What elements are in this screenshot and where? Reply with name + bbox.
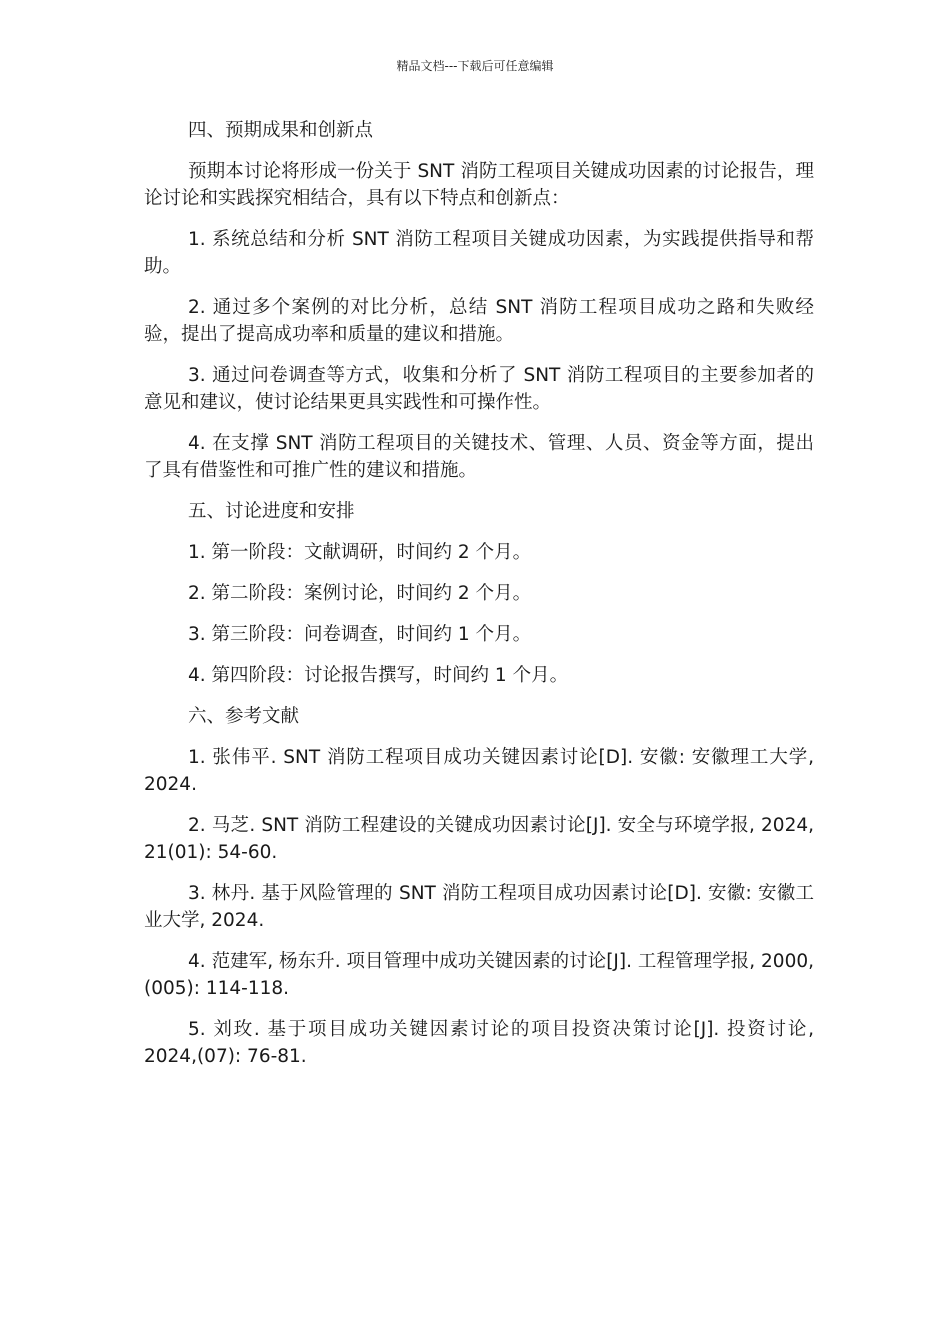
- innovation-item-2: 2. 通过多个案例的对比分析，总结 SNT 消防工程项目成功之路和失败经验，提出了提高成功率和质量的建议和措施。: [144, 297, 814, 345]
- innovation-item-4: 4. 在支撑 SNT 消防工程项目的关键技术、管理、人员、资金等方面，提出了具有借鉴性和可推广性的建议和措施。: [144, 433, 814, 481]
- schedule-item-1: 1. 第一阶段：文献调研，时间约 2 个月。: [188, 542, 532, 563]
- paragraph-outcomes-intro: 预期本讨论将形成一份关于 SNT 消防工程项目关键成功因素的讨论报告，理论讨论和实践探究相结合，具有以下特点和创新点：: [144, 161, 814, 209]
- innovation-item-1: 1. 系统总结和分析 SNT 消防工程项目关键成功因素，为实践提供指导和帮助。: [144, 229, 814, 277]
- schedule-item-4: 4. 第四阶段：讨论报告撰写，时间约 1 个月。: [188, 665, 569, 686]
- section-heading-references: 六、参考文献: [188, 706, 300, 727]
- reference-item-2: 2. 马芝. SNT 消防工程建设的关键成功因素讨论[J]. 安全与环境学报, 2024, 21(01): 54-60.: [144, 815, 814, 863]
- innovation-item-3: 3. 通过问卷调查等方式，收集和分析了 SNT 消防工程项目的主要参加者的意见和建议，使讨论结果更具实践性和可操作性。: [144, 365, 814, 413]
- schedule-item-2: 2. 第二阶段：案例讨论，时间约 2 个月。: [188, 583, 532, 604]
- reference-item-1: 1. 张伟平. SNT 消防工程项目成功关键因素讨论[D]. 安徽: 安徽理工大学, 2024.: [144, 747, 814, 795]
- section-heading-schedule: 五、讨论进度和安排: [188, 501, 355, 522]
- schedule-item-3: 3. 第三阶段：问卷调查，时间约 1 个月。: [188, 624, 532, 645]
- page-header: 精品文档---下载后可任意编辑: [396, 59, 554, 73]
- reference-item-4: 4. 范建军, 杨东升. 项目管理中成功关键因素的讨论[J]. 工程管理学报, 2000,(005): 114-118.: [144, 951, 814, 999]
- reference-item-5: 5. 刘玫. 基于项目成功关键因素讨论的项目投资决策讨论[J]. 投资讨论, 2024,(07): 76-81.: [144, 1019, 814, 1067]
- reference-item-3: 3. 林丹. 基于风险管理的 SNT 消防工程项目成功因素讨论[D]. 安徽: 安徽工业大学, 2024.: [144, 883, 814, 931]
- section-heading-outcomes: 四、预期成果和创新点: [188, 120, 374, 141]
- document-body: [144, 117, 814, 1084]
